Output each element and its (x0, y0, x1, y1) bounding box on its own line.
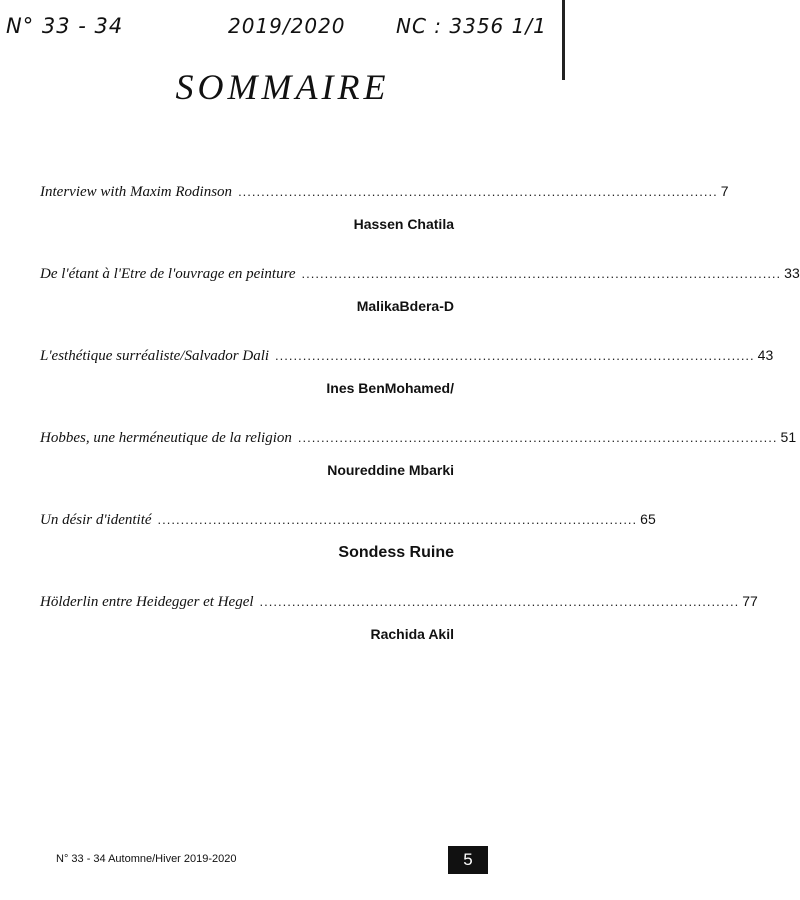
toc-leader-dots: ........................................................................................................ (275, 348, 755, 363)
toc-leader-dots: ........................................................................................................ (297, 430, 778, 445)
toc-entry-line (40, 347, 774, 369)
toc-entry-line (40, 265, 800, 287)
handwritten-catalog-note: NC : 3356 1/1 (396, 14, 547, 38)
toc-entry-page: 43 (757, 347, 774, 363)
toc-entry-author: MalikaBdera-D (356, 298, 454, 314)
toc-entry-author: Noureddine Mbarki (327, 462, 454, 478)
toc-entry-line (40, 511, 656, 533)
toc-leader-dots: ........................................................................................................ (157, 512, 638, 527)
toc-entry-author: Hassen Chatila (353, 216, 454, 232)
toc-leader-dots: ........................................................................................................ (238, 184, 718, 199)
toc-entry-page: 51 (780, 429, 797, 445)
toc-entry-page: 77 (742, 593, 758, 609)
toc-entry (40, 429, 797, 511)
toc-entry-page: 7 (720, 183, 729, 199)
toc-entry (40, 265, 800, 347)
toc-entry (40, 347, 774, 429)
toc-entry (40, 593, 758, 675)
toc-entry-author: Sondess Ruine (338, 544, 454, 561)
toc-entry-line (40, 593, 758, 615)
toc-entry-author: Ines BenMohamed/ (326, 380, 454, 396)
toc-entry-line (40, 183, 729, 205)
issue-footer: N° 33 - 34 Automne/Hiver 2019-2020 (56, 853, 237, 865)
toc-entry-title: Interview with Maxim Rodinson (40, 184, 233, 200)
handwritten-issue-note: N° 33 - 34 (6, 14, 124, 38)
toc-entry-page: 33 (784, 265, 800, 281)
page-number-badge: 5 (448, 846, 488, 874)
toc-entry-title: Un désir d'identité (40, 512, 152, 528)
toc-entry-title: De l'étant à l'Etre de l'ouvrage en peinture (40, 266, 296, 282)
toc-entry-page: 65 (640, 511, 656, 527)
toc-entry (40, 183, 729, 265)
handwritten-year-note: 2019/2020 (228, 14, 346, 38)
toc-entry-author: Rachida Akil (370, 626, 454, 642)
table-of-contents (40, 183, 800, 675)
toc-entry-title: L'esthétique surréaliste/Salvador Dali (40, 348, 270, 364)
toc-leader-dots: ........................................................................................................ (259, 594, 740, 609)
toc-entry-line (40, 429, 797, 451)
toc-leader-dots: ........................................................................................................ (301, 266, 782, 281)
toc-entry-title: Hölderlin entre Heidegger et Hegel (40, 594, 254, 610)
toc-entry-title: Hobbes, une herméneutique de la religion (40, 430, 292, 446)
toc-entry (40, 511, 656, 593)
page-title: SOMMAIRE (175, 67, 390, 107)
